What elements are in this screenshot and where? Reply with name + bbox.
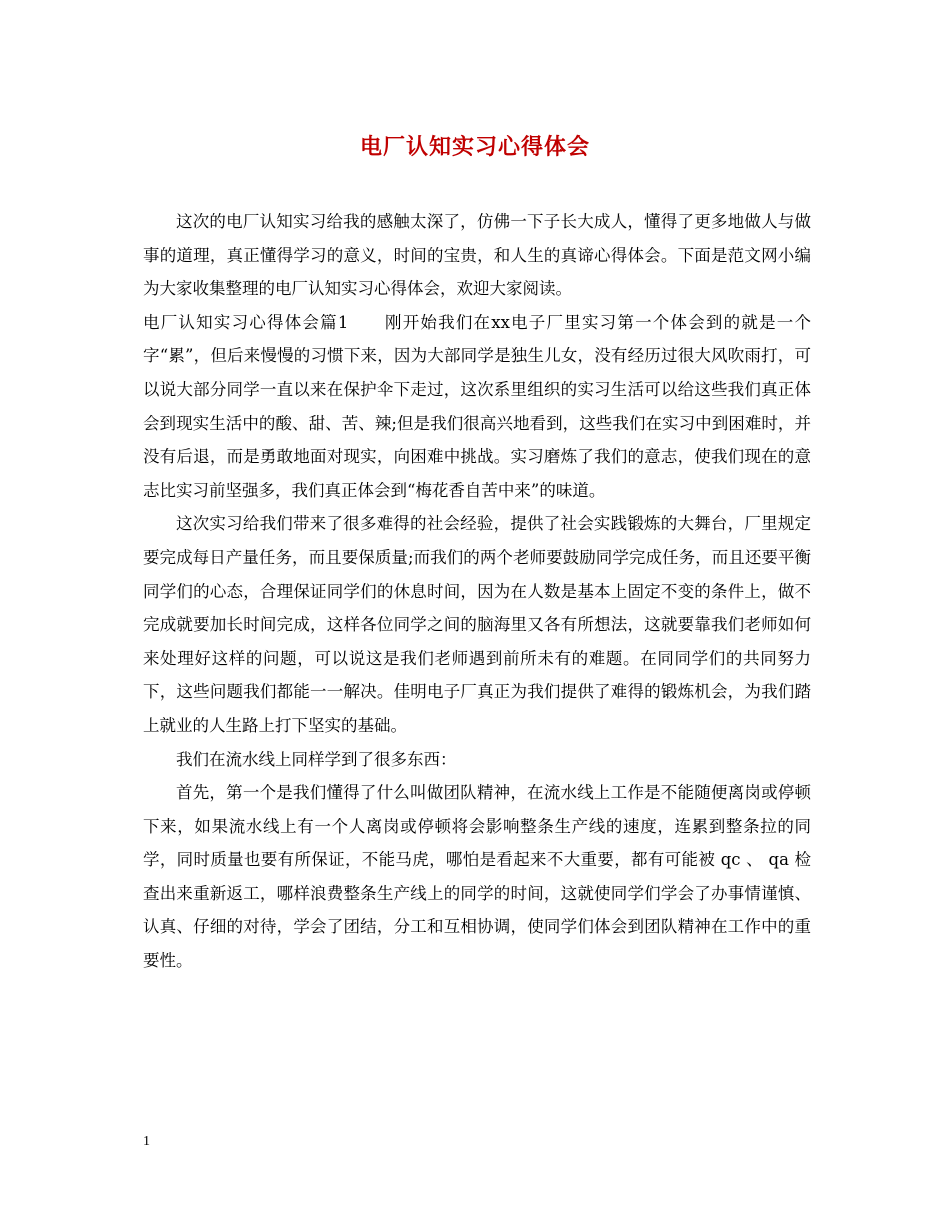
paragraph-section-1: 电厂认知实习心得体会篇1 刚开始我们在xx电子厂里实习第一个体会到的就是一个字“累”，但后来慢慢的习惯下来，因为大部同学是独生儿女，没有经历过很大风吹雨打，可以说大部分同学一直以来在保护伞下走过，这次系里组织的实习生活可以给这些我们真正体会到现实生活中的酸、甜、苦、辣;但是我们很高兴地看到，这些我们在实习中到困难时，并没有后退，而是勇敢地面对现实，向困难中挑战。实习磨炼了我们的意志，使我们现在的意志比实习前坚强多，我们真正体会到“梅花香自苦中来”的味道。	[143, 312, 811, 500]
paragraph-assembly-line: 我们在流水线上同样学到了很多东西：	[176, 749, 457, 769]
document-body	[143, 205, 811, 978]
page-number: 1	[143, 1134, 150, 1149]
page-title: 电厂认知实习心得体会	[359, 134, 590, 160]
paragraph-experience: 这次实习给我们带来了很多难得的社会经验，提供了社会实践锻炼的大舞台，厂里规定要完成每日产量任务，而且要保质量;而我们的两个老师要鼓励同学完成任务，而且还要平衡同学们的心态，合理保证同学们的休息时间，因为在人数是基本上固定不变的条件上，做不完成就要加长时间完成，这样各位同学之间的脑海里又各有所想法，这就要靠我们老师如何来处理好这样的问题，可以说这是我们老师遇到前所未有的难题。在同同学们的共同努力下，这些问题我们都能一一解决。佳明电子厂真正为我们提供了难得的锻炼机会，为我们踏上就业的人生路上打下坚实的基础。	[143, 514, 811, 735]
paragraph-teamwork: 首先，第一个是我们懂得了什么叫做团队精神，在流水线上工作是不能随便离岗或停顿下来，如果流水线上有一个人离岗或停顿将会影响整条生产线的速度，连累到整条拉的同学，同时质量也要有所保证，不能马虎，哪怕是看起来不大重要，都有可能被 qc 、 qa 检查出来重新返工，哪样浪费整条生产线上的同学的时间，这就使同学们学会了办事情谨慎、认真、仔细的对待，学会了团结，分工和互相协调，使同学们体会到团队精神在工作中的重要性。	[143, 783, 811, 971]
paragraph-intro: 这次的电厂认知实习给我的感触太深了，仿佛一下子长大成人，懂得了更多地做人与做事的道理，真正懂得学习的意义，时间的宝贵，和人生的真谛心得体会。下面是范文网小编为大家收集整理的电厂认知实习心得体会，欢迎大家阅读。	[143, 212, 811, 299]
